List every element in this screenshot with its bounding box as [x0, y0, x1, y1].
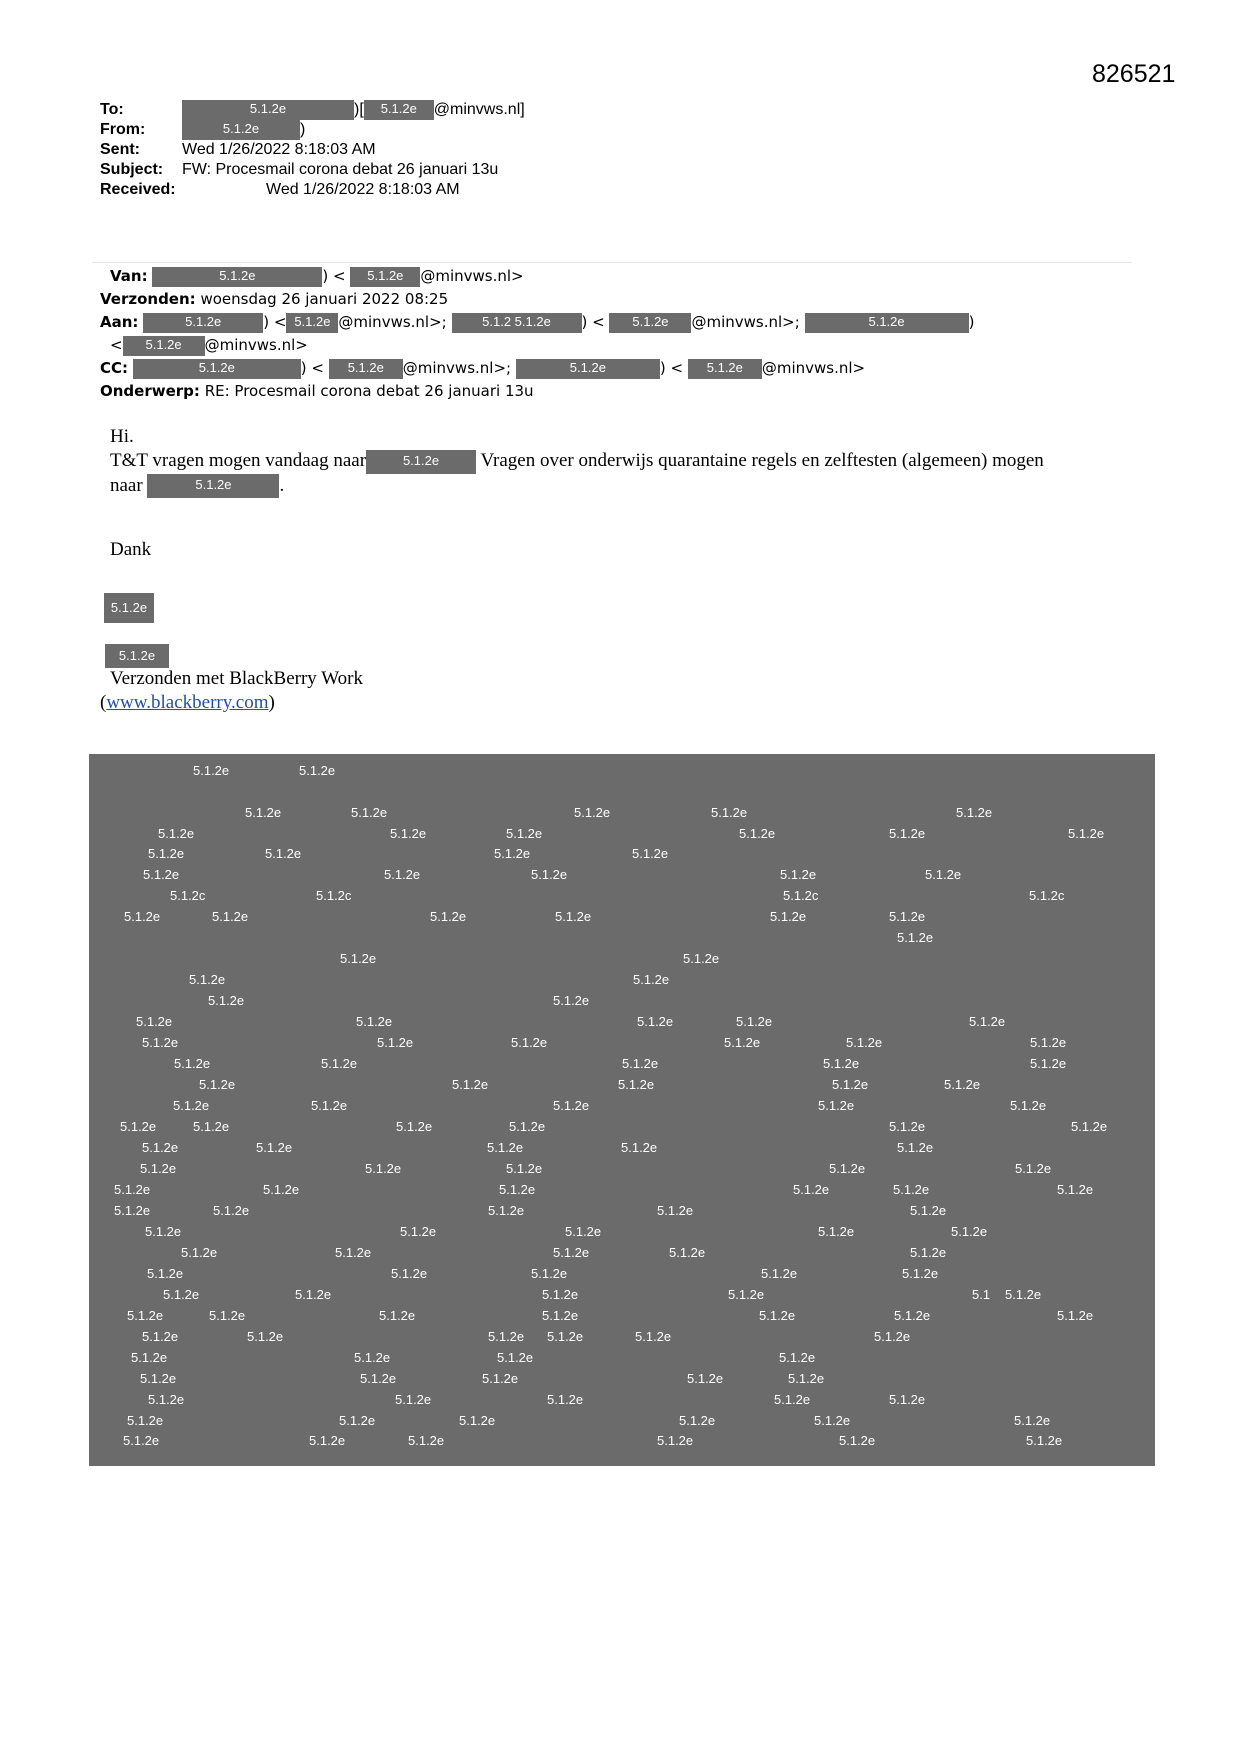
redaction-code: 5.1.2e — [683, 951, 720, 966]
redaction-code: 5.1.2e — [793, 1182, 830, 1197]
redaction-code: 5.1.2e — [351, 805, 388, 820]
redaction-code: 5.1.2e — [247, 1329, 284, 1344]
redaction-code: 5.1.2e — [555, 909, 592, 924]
aan-label: Aan: — [100, 313, 139, 331]
blackberry-link[interactable]: www.blackberry.com — [106, 692, 269, 713]
redaction-code: 5.1.2e — [818, 1098, 855, 1113]
redaction-code: 5.1.2e — [1010, 1098, 1047, 1113]
redaction-code: 5.1.2e — [759, 1308, 796, 1323]
cc-domain: @minvws.nl>; — [402, 359, 512, 377]
redaction-code: 5.1.2e — [163, 1287, 200, 1302]
body-line1-a: T&T vragen mogen vandaag naar — [110, 450, 367, 471]
redaction-code: 5.1.2e — [1015, 1161, 1052, 1176]
redaction-code: 5.1.2e — [889, 1392, 926, 1407]
redaction-code: 5.1.2e — [788, 1371, 825, 1386]
body-line2-a: naar — [110, 474, 143, 496]
redaction-code: 5.1.2e — [635, 1329, 672, 1344]
redaction-code: 5.1.2e — [360, 1371, 397, 1386]
redaction-code: 5.1.2e — [632, 846, 669, 861]
redaction-code: 5.1.2e — [618, 1077, 655, 1092]
redaction-code: 5.1.2e — [377, 1035, 414, 1050]
signature-redaction: 5.1.2e — [104, 593, 154, 623]
redaction-code: 5.1.2e — [818, 1224, 855, 1239]
divider — [92, 262, 1132, 263]
redaction-code: 5.1.2e — [1014, 1413, 1051, 1428]
redaction-code: 5.1.2e — [356, 1014, 393, 1029]
redaction-code: 5.1.2e — [829, 1161, 866, 1176]
redaction-code: 5.1.2e — [897, 930, 934, 945]
redaction-code: 5.1.2e — [894, 1308, 931, 1323]
redaction-code: 5.1.2e — [488, 1329, 525, 1344]
redaction-code: 5.1.2e — [1071, 1119, 1108, 1134]
onderwerp-label: Onderwerp: — [100, 382, 200, 400]
cc-domain: @minvws.nl> — [761, 359, 866, 377]
redaction-code: 5.1.2e — [311, 1098, 348, 1113]
verzonden-label: Verzonden: — [100, 290, 196, 308]
redaction-code: 5.1.2e — [679, 1413, 716, 1428]
redaction-code: 5.1.2e — [299, 763, 336, 778]
redaction-code: 5.1.2e — [779, 1350, 816, 1365]
redaction-code: 5.1.2e — [181, 1245, 218, 1260]
redaction-code: 5.1.2e — [622, 1056, 659, 1071]
redaction-code: 5.1.2e — [846, 1035, 883, 1050]
redaction-code: 5.1.2e — [889, 909, 926, 924]
redaction: 5.1.2e — [364, 100, 434, 120]
redaction-code: 5.1.2e — [295, 1287, 332, 1302]
redaction-code: 5.1.2e — [114, 1182, 151, 1197]
redaction-code: 5.1.2e — [728, 1287, 765, 1302]
redaction-code: 5.1.2c — [1029, 888, 1065, 903]
document-number: 826521 — [1092, 60, 1176, 88]
redaction-code: 5.1.2e — [127, 1308, 164, 1323]
redaction-code: 5.1.2e — [739, 826, 776, 841]
redaction-code: 5.1.2e — [140, 1371, 177, 1386]
redaction-code: 5.1.2e — [1068, 826, 1105, 841]
redaction-code: 5.1.2e — [199, 1077, 236, 1092]
redaction-code: 5.1.2e — [354, 1350, 391, 1365]
redaction-code: 5.1.2e — [669, 1245, 706, 1260]
redaction-code: 5.1.2e — [951, 1224, 988, 1239]
redaction-code: 5.1.2e — [452, 1077, 489, 1092]
redaction-code: 5.1.2e — [212, 909, 249, 924]
redaction-code: 5.1.2e — [174, 1056, 211, 1071]
redaction-code: 5.1.2e — [131, 1350, 168, 1365]
redaction-code: 5.1.2e — [889, 1119, 926, 1134]
redaction: 5.1.2e — [182, 120, 300, 140]
redaction-code: 5.1.2e — [724, 1035, 761, 1050]
sent-value: Wed 1/26/2022 8:18:03 AM — [182, 141, 376, 158]
redaction-code: 5.1.2e — [430, 909, 467, 924]
subject-label: Subject: — [100, 161, 164, 178]
redaction-code: 5.1.2e — [770, 909, 807, 924]
redaction: 5.1.2e — [366, 450, 476, 474]
redaction-code: 5.1.2e — [832, 1077, 869, 1092]
redaction-code: 5.1.2e — [142, 1035, 179, 1050]
redaction-code: 5.1.2e — [193, 1119, 230, 1134]
redaction-code: 5.1.2e — [711, 805, 748, 820]
redaction-code: 5.1.2e — [969, 1014, 1006, 1029]
redaction: 5.1.2e — [329, 359, 403, 379]
redaction-code: 5.1.2c — [170, 888, 206, 903]
large-redaction-block — [89, 754, 1155, 1466]
redaction-code: 5.1.2e — [147, 1266, 184, 1281]
redaction-code: 5.1.2e — [774, 1392, 811, 1407]
to-label: To: — [100, 101, 124, 118]
redaction-code: 5.1.2e — [245, 805, 282, 820]
redaction-code: 5.1.2e — [565, 1224, 602, 1239]
redaction-code: 5.1.2e — [1030, 1035, 1067, 1050]
redaction-code: 5.1.2e — [120, 1119, 157, 1134]
redaction-code: 5.1.2e — [263, 1182, 300, 1197]
redaction-code: 5.1.2e — [140, 1161, 177, 1176]
redaction: 5.1.2e — [152, 267, 322, 287]
redaction-code: 5.1.2e — [506, 1161, 543, 1176]
redaction-code: 5.1.2e — [365, 1161, 402, 1176]
verzonden-value: woensdag 26 januari 2022 08:25 — [200, 290, 449, 308]
redaction-code: 5.1.2e — [657, 1203, 694, 1218]
redaction-code: 5.1.2e — [265, 846, 302, 861]
redaction-code: 5.1 — [972, 1287, 991, 1302]
redaction-code: 5.1.2e — [189, 972, 226, 987]
signature-redaction: 5.1.2e — [105, 644, 169, 668]
redaction-code: 5.1.2e — [459, 1413, 496, 1428]
redaction-code: 5.1.2e — [657, 1433, 694, 1448]
redaction-code: 5.1.2e — [531, 1266, 568, 1281]
redaction-code: 5.1.2e — [910, 1245, 947, 1260]
redaction: 5.1.2e — [350, 267, 420, 287]
cc-label: CC: — [100, 359, 129, 377]
redaction-code: 5.1.2e — [637, 1014, 674, 1029]
redaction-code: 5.1.2e — [127, 1413, 164, 1428]
redaction-code: 5.1.2e — [396, 1119, 433, 1134]
redaction-code: 5.1.2e — [889, 826, 926, 841]
subject-value: FW: Procesmail corona debat 26 januari 13u — [182, 161, 499, 178]
redaction-code: 5.1.2e — [574, 805, 611, 820]
redaction: 5.1.2e — [609, 313, 691, 333]
redaction: 5.1.2e — [133, 359, 301, 379]
redaction-code: 5.1.2e — [395, 1392, 432, 1407]
received-value: Wed 1/26/2022 8:18:03 AM — [266, 181, 460, 198]
redaction-code: 5.1.2e — [487, 1140, 524, 1155]
redaction-code: 5.1.2e — [497, 1350, 534, 1365]
redaction-code: 5.1.2e — [1057, 1308, 1094, 1323]
thanks: Dank — [110, 539, 152, 561]
body-line1-b: Vragen over onderwijs quarantaine regels en zelftesten (algemeen) mogen — [480, 450, 1044, 471]
redaction: 5.1.2e — [805, 313, 969, 333]
redaction: 5.1.2e — [182, 100, 354, 120]
redaction-code: 5.1.2e — [553, 1098, 590, 1113]
redaction-code: 5.1.2e — [339, 1413, 376, 1428]
redaction-code: 5.1.2e — [1005, 1287, 1042, 1302]
redaction-code: 5.1.2e — [193, 763, 230, 778]
redaction-code: 5.1.2e — [736, 1014, 773, 1029]
redaction-code: 5.1.2e — [142, 1140, 179, 1155]
sent-with: Verzonden met BlackBerry Work — [110, 668, 363, 689]
redaction-code: 5.1.2e — [136, 1014, 173, 1029]
redaction-code: 5.1.2e — [547, 1392, 584, 1407]
redaction-code: 5.1.2e — [687, 1371, 724, 1386]
redaction-code: 5.1.2e — [553, 993, 590, 1008]
received-label: Received: — [100, 181, 176, 198]
redaction-code: 5.1.2e — [340, 951, 377, 966]
redaction-code: 5.1.2e — [542, 1287, 579, 1302]
redaction: 5.1.2 5.1.2e — [452, 313, 582, 333]
redaction-code: 5.1.2e — [384, 867, 421, 882]
redaction-code: 5.1.2e — [1026, 1433, 1063, 1448]
redaction-code: 5.1.2e — [823, 1056, 860, 1071]
redaction-code: 5.1.2e — [897, 1140, 934, 1155]
redaction-code: 5.1.2e — [123, 1433, 160, 1448]
redaction-code: 5.1.2e — [542, 1308, 579, 1323]
redaction-code: 5.1.2e — [874, 1329, 911, 1344]
redaction-code: 5.1.2e — [944, 1077, 981, 1092]
redaction-code: 5.1.2e — [531, 867, 568, 882]
redaction-code: 5.1.2e — [400, 1224, 437, 1239]
redaction: 5.1.2e — [123, 336, 205, 356]
aan-domain: @minvws.nl> — [204, 336, 308, 354]
redaction-code: 5.1.2e — [142, 1329, 179, 1344]
redaction-code: 5.1.2e — [256, 1140, 293, 1155]
redaction-code: 5.1.2e — [910, 1203, 947, 1218]
redaction-code: 5.1.2e — [761, 1266, 798, 1281]
to-domain: @minvws.nl] — [433, 101, 525, 119]
redaction-code: 5.1.2e — [148, 846, 185, 861]
redaction: 5.1.2e — [147, 474, 279, 498]
redaction: 5.1.2e — [286, 313, 338, 333]
redaction-code: 5.1.2e — [553, 1245, 590, 1260]
redaction-code: 5.1.2e — [309, 1433, 346, 1448]
redaction-code: 5.1.2e — [173, 1098, 210, 1113]
redaction-code: 5.1.2e — [379, 1308, 416, 1323]
van-domain: @minvws.nl> — [420, 267, 524, 285]
redaction-code: 5.1.2e — [391, 1266, 428, 1281]
van-label: Van: — [110, 267, 148, 285]
redaction-code: 5.1.2e — [499, 1182, 536, 1197]
redaction-code: 5.1.2e — [621, 1140, 658, 1155]
redaction-code: 5.1.2e — [902, 1266, 939, 1281]
redaction-code: 5.1.2e — [209, 1308, 246, 1323]
redaction-code: 5.1.2e — [839, 1433, 876, 1448]
redaction-code: 5.1.2e — [143, 867, 180, 882]
forwarded-header: Van: 5.1.2e ) < 5.1.2e @minvws.nl> Verzonden: woensdag 26 januari 2022 08:25 Aan: 5.1.2e ) < 5.1.2e @minvws.nl>; 5.1.2 5.1.2e ) < 5.1.2e @minvws.nl>; 5.1.2e ) < 5.1.2e @minvws.nl> CC: 5.1.2e ) < 5.1.2e @minvws.nl>; 5.1.2e ) < 5.1.2e @minvws.nl> Onderwerp: RE: Procesmail corona debat 26 januari 13u — [100, 267, 975, 400]
redaction: 5.1.2e — [143, 313, 263, 333]
redaction-code: 5.1.2c — [316, 888, 352, 903]
redaction-code: 5.1.2e — [335, 1245, 372, 1260]
redaction-code: 5.1.2e — [213, 1203, 250, 1218]
redaction-code: 5.1.2e — [1030, 1056, 1067, 1071]
redaction-code: 5.1.2e — [494, 846, 531, 861]
redaction-code: 5.1.2e — [408, 1433, 445, 1448]
redaction-code: 5.1.2e — [488, 1203, 525, 1218]
redaction-code: 5.1.2e — [208, 993, 245, 1008]
redaction-code: 5.1.2e — [482, 1371, 519, 1386]
redaction-code: 5.1.2e — [956, 805, 993, 820]
redaction-code: 5.1.2e — [1057, 1182, 1094, 1197]
redaction-code: 5.1.2e — [124, 909, 161, 924]
redaction-code: 5.1.2c — [783, 888, 819, 903]
redaction-code: 5.1.2e — [145, 1224, 182, 1239]
redaction-code: 5.1.2e — [633, 972, 670, 987]
redaction-code: 5.1.2e — [893, 1182, 930, 1197]
redaction-code: 5.1.2e — [321, 1056, 358, 1071]
sent-label: Sent: — [100, 141, 140, 158]
redaction-code: 5.1.2e — [158, 826, 195, 841]
redaction-code: 5.1.2e — [780, 867, 817, 882]
email-body: Hi. T&T vragen mogen vandaag naar 5.1.2e Vragen over onderwijs quarantaine regels en zelftesten (algemeen) mogen naar 5.1.2e . Dank — [110, 425, 1140, 562]
redaction-code: 5.1.2e — [506, 826, 543, 841]
redaction-code: 5.1.2e — [390, 826, 427, 841]
aan-domain: @minvws.nl>; — [338, 313, 447, 331]
redaction-code: 5.1.2e — [114, 1203, 151, 1218]
from-label: From: — [100, 121, 146, 138]
redaction-code: 5.1.2e — [925, 867, 962, 882]
redaction-code: 5.1.2e — [547, 1329, 584, 1344]
redaction: 5.1.2e — [688, 359, 762, 379]
onderwerp-value: RE: Procesmail corona debat 26 januari 13u — [204, 382, 534, 400]
redaction-code: 5.1.2e — [509, 1119, 546, 1134]
redaction-code: 5.1.2e — [511, 1035, 548, 1050]
aan-domain: @minvws.nl>; — [691, 313, 800, 331]
redaction-code: 5.1.2e — [148, 1392, 185, 1407]
redaction-code: 5.1.2e — [814, 1413, 851, 1428]
redaction: 5.1.2e — [516, 359, 660, 379]
greeting: Hi. — [110, 426, 134, 447]
